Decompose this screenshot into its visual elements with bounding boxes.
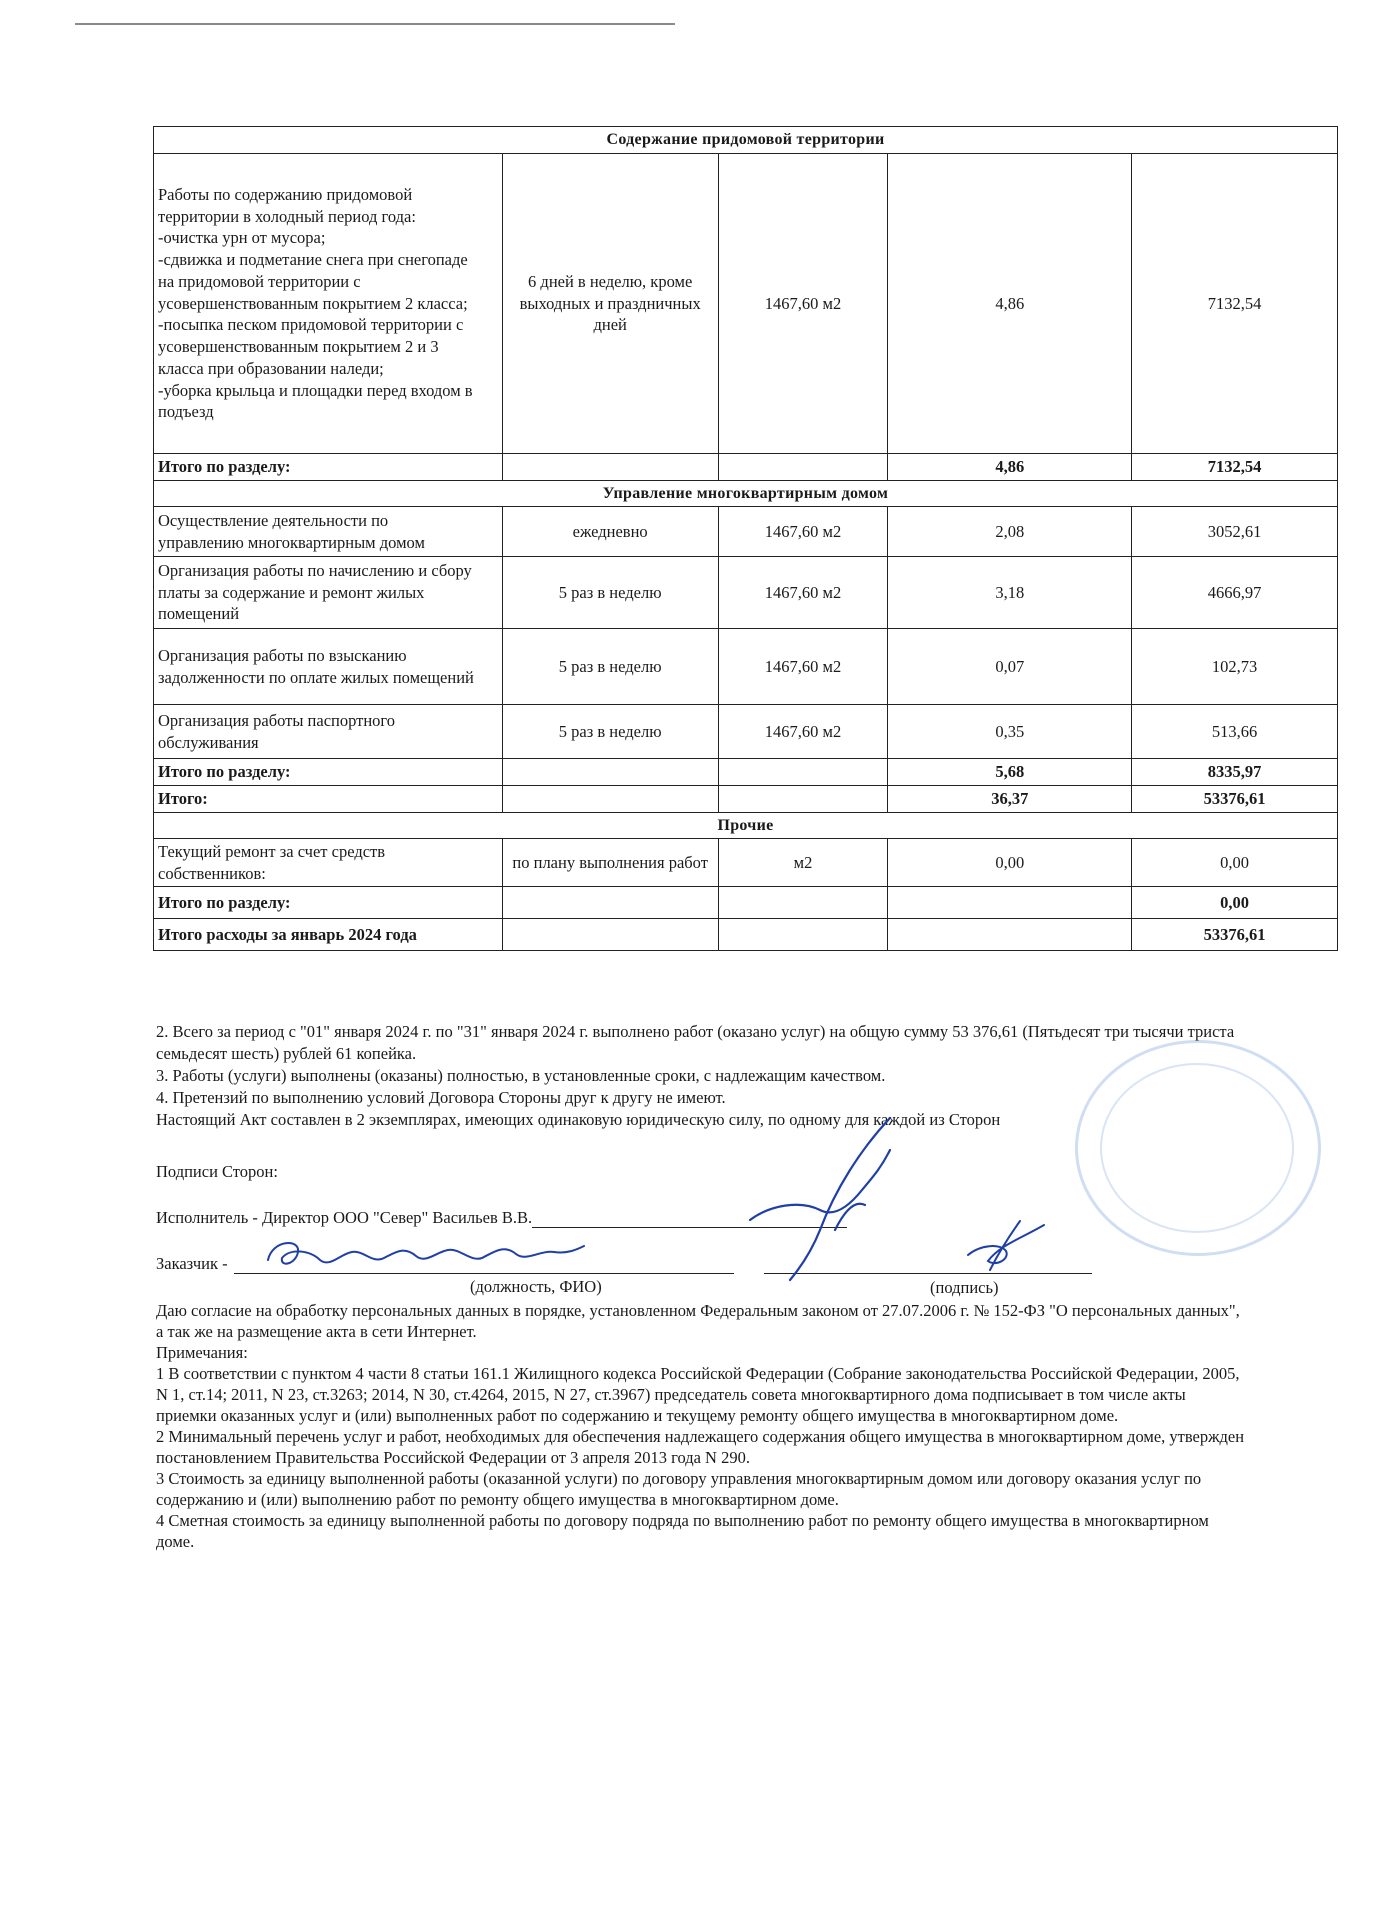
row-sum: 3052,61 bbox=[1132, 507, 1338, 557]
subtotal-rate: 5,68 bbox=[888, 759, 1132, 786]
table-row bbox=[154, 507, 1338, 557]
row-frequency: 6 дней в неделю, кроме выходных и праздничных дней bbox=[502, 154, 718, 454]
executor-signature-image bbox=[740, 1110, 920, 1290]
row-rate: 3,18 bbox=[888, 557, 1132, 629]
remarks-heading: Примечания: bbox=[156, 1343, 248, 1362]
subtotal-row bbox=[154, 454, 1338, 481]
remark-line: постановлением Правительства Российской Федерации от 3 апреля 2013 года N 290. bbox=[156, 1448, 750, 1467]
row-description: Текущий ремонт за счет средств собственников: bbox=[154, 838, 503, 887]
row-area: 1467,60 м2 bbox=[718, 507, 888, 557]
section-title: Прочие bbox=[154, 812, 1338, 838]
table-row bbox=[154, 557, 1338, 629]
row-rate: 0,00 bbox=[888, 838, 1132, 887]
row-description: Организация работы по начислению и сбору платы за содержание и ремонт жилых помещений bbox=[154, 557, 503, 629]
customer-signature-image bbox=[260, 1230, 590, 1280]
row-area: м2 bbox=[718, 838, 888, 887]
row-frequency: ежедневно bbox=[502, 507, 718, 557]
signatures-heading: Подписи Сторон: bbox=[156, 1162, 278, 1181]
subtotal-sum: 8335,97 bbox=[1132, 759, 1338, 786]
grand-total-sum: 53376,61 bbox=[1132, 919, 1338, 951]
row-area: 1467,60 м2 bbox=[718, 154, 888, 454]
grand-total-label: Итого расходы за январь 2024 года bbox=[154, 919, 503, 951]
note-5: Настоящий Акт составлен в 2 экземплярах, имеющих одинаковую юридическую силу, по одному для каждой из Сторон bbox=[156, 1110, 1001, 1129]
remark-line: содержанию и (или) выполнению работ по ремонту общего имущества в многоквартирном доме. bbox=[156, 1490, 839, 1509]
table-row bbox=[154, 705, 1338, 759]
caption-signature: (подпись) bbox=[930, 1278, 999, 1297]
row-rate: 4,86 bbox=[888, 154, 1132, 454]
customer-label: Заказчик - bbox=[156, 1254, 228, 1273]
section-header-row bbox=[154, 481, 1338, 507]
note-2-cont: семьдесят шесть) рублей 61 копейка. bbox=[156, 1044, 417, 1063]
top-rule bbox=[75, 23, 675, 25]
note-2: 2. Всего за период с "01" января 2024 г. по "31" января 2024 г. выполнено работ (оказано услуг) на общую сумму 53 376,61 (Пятьдесят три тысячи триста bbox=[156, 1022, 1235, 1041]
row-sum: 513,66 bbox=[1132, 705, 1338, 759]
remark-line: 4 Сметная стоимость за единицу выполненной работы по договору подряда по выполнению работ по ремонту общего имущества в многоквартирном bbox=[156, 1511, 1209, 1530]
row-sum: 4666,97 bbox=[1132, 557, 1338, 629]
table-row bbox=[154, 154, 1338, 454]
subtotal-row bbox=[154, 887, 1338, 919]
total-row bbox=[154, 785, 1338, 812]
row-area: 1467,60 м2 bbox=[718, 629, 888, 705]
table-row bbox=[154, 838, 1338, 887]
customer-initials-signature-image bbox=[960, 1215, 1050, 1285]
row-rate: 2,08 bbox=[888, 507, 1132, 557]
subtotal-row bbox=[154, 759, 1338, 786]
subtotal-rate: 4,86 bbox=[888, 454, 1132, 481]
section-title: Содержание придомовой территории bbox=[154, 127, 1338, 154]
row-frequency: по плану выполнения работ bbox=[502, 838, 718, 887]
row-area: 1467,60 м2 bbox=[718, 557, 888, 629]
consent-line: Даю согласие на обработку персональных данных в порядке, установленном Федеральным законом от 27.07.2006 г. № 152-ФЗ "О персональных данных", bbox=[156, 1301, 1240, 1320]
remark-line: 1 В соответствии с пунктом 4 части 8 статьи 161.1 Жилищного кодекса Российской Федерации (Собрание законодательства Российской Федерации, 2005, bbox=[156, 1364, 1240, 1383]
subtotal-sum: 7132,54 bbox=[1132, 454, 1338, 481]
caption-position-name: (должность, ФИО) bbox=[470, 1277, 602, 1296]
section-title: Управление многоквартирным домом bbox=[154, 481, 1338, 507]
total-label: Итого: bbox=[154, 785, 503, 812]
note-3: 3. Работы (услуги) выполнены (оказаны) полностью, в установленные сроки, с надлежащим качеством. bbox=[156, 1066, 886, 1085]
section-header-row bbox=[154, 127, 1338, 154]
subtotal-label: Итого по разделу: bbox=[154, 887, 503, 919]
row-rate: 0,35 bbox=[888, 705, 1132, 759]
consent-line: а так же на размещение акта в сети Интернет. bbox=[156, 1322, 477, 1341]
row-frequency: 5 раз в неделю bbox=[502, 629, 718, 705]
row-description: Организация работы паспортного обслуживания bbox=[154, 705, 503, 759]
row-sum: 102,73 bbox=[1132, 629, 1338, 705]
row-description: Работы по содержанию придомовой территории в холодный период года: -очистка урн от мусора; -сдвижка и подметание снега при снегопаде на придомовой территории с усовершенствованным покрытием 2 класса; -посыпка песком придомовой территории с усовершенствованным покрытием 2 и 3 класса при образовании наледи; -уборка крыльца и площадки перед входом в подъезд bbox=[154, 154, 503, 454]
row-sum: 0,00 bbox=[1132, 838, 1338, 887]
row-rate: 0,07 bbox=[888, 629, 1132, 705]
total-rate: 36,37 bbox=[888, 785, 1132, 812]
subtotal-label: Итого по разделу: bbox=[154, 454, 503, 481]
subtotal-sum: 0,00 bbox=[1132, 887, 1338, 919]
note-4: 4. Претензий по выполнению условий Договора Стороны друг к другу не имеют. bbox=[156, 1088, 726, 1107]
remark-line: приемки оказанных услуг и (или) выполненных работ по содержанию и текущему ремонту общего имущества в многоквартирном доме. bbox=[156, 1406, 1119, 1425]
table-row bbox=[154, 629, 1338, 705]
remark-line: N 1, ст.14; 2011, N 23, ст.3263; 2014, N 30, ст.4264, 2015, N 27, ст.3967) председатель совета многоквартирного дома подписывает в том числе акты bbox=[156, 1385, 1186, 1404]
remark-line: 3 Стоимость за единицу выполненной работы (оказанной услуги) по договору управления многоквартирным домом или договору оказания услуг по bbox=[156, 1469, 1202, 1488]
services-table bbox=[153, 126, 1338, 951]
row-area: 1467,60 м2 bbox=[718, 705, 888, 759]
row-description: Организация работы по взысканию задолженности по оплате жилых помещений bbox=[154, 629, 503, 705]
row-frequency: 5 раз в неделю bbox=[502, 705, 718, 759]
total-sum: 53376,61 bbox=[1132, 785, 1338, 812]
row-frequency: 5 раз в неделю bbox=[502, 557, 718, 629]
row-description: Осуществление деятельности по управлению многоквартирным домом bbox=[154, 507, 503, 557]
executor-label: Исполнитель - Директор ООО "Север" Васильев В.В. bbox=[156, 1208, 533, 1227]
remark-line: 2 Минимальный перечень услуг и работ, необходимых для обеспечения надлежащего содержания общего имущества в многоквартирном доме, утвержден bbox=[156, 1427, 1245, 1446]
row-sum: 7132,54 bbox=[1132, 154, 1338, 454]
consent-and-remarks bbox=[156, 1300, 1346, 1552]
remark-line: доме. bbox=[156, 1532, 195, 1551]
subtotal-label: Итого по разделу: bbox=[154, 759, 503, 786]
grand-total-row bbox=[154, 919, 1338, 951]
section-header-row bbox=[154, 812, 1338, 838]
